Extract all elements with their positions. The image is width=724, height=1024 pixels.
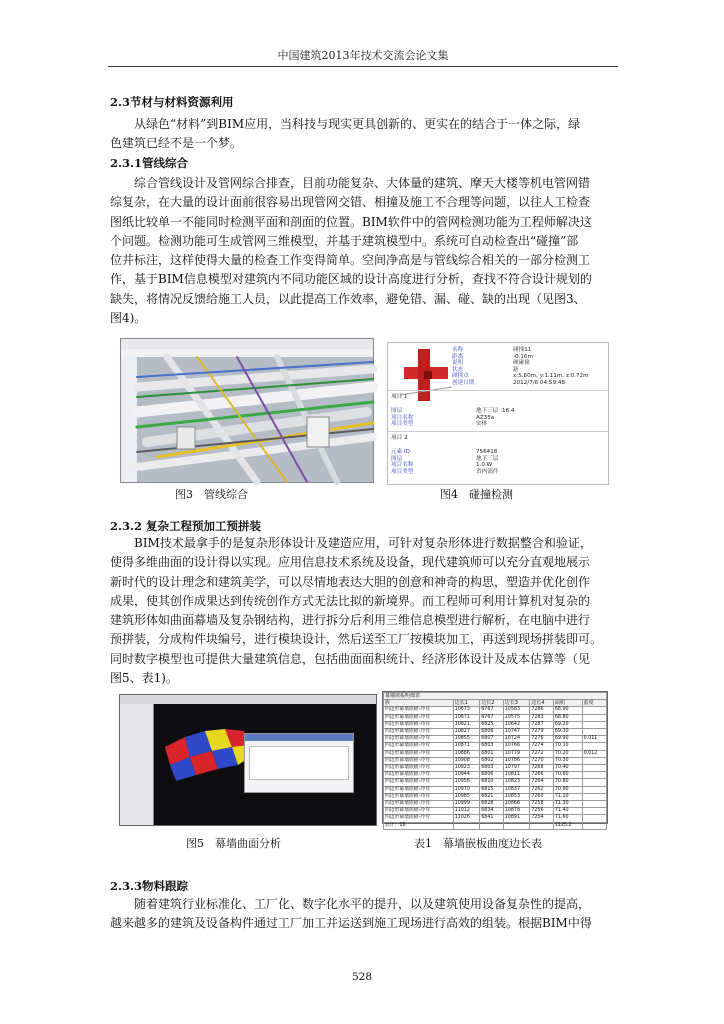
table-cell: 四边形幕墙嵌板-冷弯 [384, 815, 454, 822]
field-value: 实体 [476, 421, 488, 428]
table-cell: 6815 [480, 786, 504, 793]
table-cell: 四边形幕墙嵌板-冷弯 [384, 707, 454, 714]
table-cell: 7279 [530, 729, 554, 736]
table-cell: 7276 [530, 736, 554, 743]
column-header: 面积 [553, 700, 582, 707]
item-1-labels [391, 408, 413, 428]
text-line: 个问题。检测功能可生成管网三维模型，并基于建筑模型中。系统可自动检查出“碰撞”部 [110, 233, 579, 248]
table-cell: 68.80 [553, 714, 582, 721]
table-cell: 6821 [480, 793, 504, 800]
table-cell: 71.40 [553, 808, 582, 815]
column-header: 边长4 [530, 700, 554, 707]
table-row [384, 757, 607, 764]
field-value: 硬碰撞 [513, 360, 530, 367]
table-cell: 10823 [503, 779, 530, 786]
text-line: 同时数字模型也可提供大量建筑信息，包括曲面面积统计、经济形体设计及成本估算等（见 [110, 651, 591, 666]
table-cell: 10671 [453, 714, 480, 721]
table-cell: 10642 [503, 721, 530, 728]
table-row [384, 793, 607, 800]
table-cell [582, 721, 606, 728]
figure-4-collision-detection [387, 342, 609, 485]
field-value: 碰撞11 [513, 347, 532, 353]
table-cell: 11026 [453, 815, 480, 822]
table-cell [582, 714, 606, 721]
table-cell: 71.30 [553, 801, 582, 808]
table-cell: 10985 [453, 793, 480, 800]
table-cell: 7283 [530, 714, 554, 721]
table-cell: 10673 [453, 707, 480, 714]
field-value: 地下三层 :16.4 [476, 408, 515, 414]
table-cell [582, 765, 606, 772]
table-cell: 6802 [480, 757, 504, 764]
table-row [384, 765, 607, 772]
table-cell: 10724 [503, 736, 530, 743]
table-cell: 6825 [480, 721, 504, 728]
field-value: x:5.60m, y:1.11m, z:0.72m [513, 373, 589, 380]
table-row [384, 822, 607, 829]
paragraph-2-3-2 [110, 534, 615, 688]
table-cell [582, 707, 606, 714]
field-label: 项目名称 [391, 462, 414, 469]
table-cell [582, 822, 606, 829]
table-cell: 6767 [480, 707, 504, 714]
table-cell: 71.10 [553, 793, 582, 800]
table-cell: 70.90 [553, 786, 582, 793]
table-cell: 10908 [453, 757, 480, 764]
field-label: 项目类型 [391, 468, 414, 475]
table-cell: 70.40 [553, 765, 582, 772]
table-cell: 6801 [480, 750, 504, 757]
table-cell: 10871 [453, 743, 480, 750]
section-heading-2-3-3: 2.3.3物料跟踪 [110, 879, 189, 893]
table-row [384, 729, 607, 736]
table-cell [582, 808, 606, 815]
figure-5-curtain-wall-analysis [119, 694, 377, 826]
table-cell: 10797 [503, 765, 530, 772]
table-cell: 10878 [503, 808, 530, 815]
field-label: 元素 ID [391, 449, 410, 455]
field-value: AZ35a [476, 414, 495, 421]
table-cell: 7254 [530, 815, 554, 822]
table-cell: 11012 [453, 808, 480, 815]
section-heading-2-3-2: 2.3.2 复杂工程预加工预拼装 [110, 519, 262, 533]
table-cell: 10891 [503, 815, 530, 822]
table-cell: 10999 [453, 801, 480, 808]
table-cell [582, 786, 606, 793]
table-row [384, 772, 607, 779]
figure-3-pipe-integration [120, 338, 374, 483]
table-cell [480, 822, 504, 829]
table-cell: 69.30 [553, 729, 582, 736]
text-line: 综复杂，在大量的设计面前很容易出现管网交错、相撞及施工不合理等问题，以往人工检查 [110, 195, 591, 210]
table-cell: 10786 [503, 757, 530, 764]
table-cell: 10853 [503, 793, 530, 800]
table-cell: 四边形幕墙嵌板-冷弯 [384, 808, 454, 815]
table-cell: 四边形幕墙嵌板-冷弯 [384, 743, 454, 750]
curtain-wall-surface-graphic [160, 717, 250, 787]
field-value: -0.16m [513, 353, 533, 360]
table-cell: 6806 [480, 729, 504, 736]
column-header: 边长2 [480, 700, 504, 707]
table-cell: 70.10 [553, 743, 582, 750]
text-line: 色建筑已经不是一个梦。 [110, 136, 243, 151]
text-line: 图5、表1)。 [110, 671, 178, 686]
collision-field-labels [452, 347, 474, 387]
section-heading-2-3-1: 2.3.1管线综合 [110, 156, 189, 170]
header-rule [108, 66, 618, 67]
column-header: 族 [384, 700, 454, 707]
table-cell: 10956 [453, 779, 480, 786]
figure-5-caption: 图5 幕墙曲面分析 [186, 837, 281, 850]
table-row [384, 707, 607, 714]
table-row [384, 786, 607, 793]
table-cell: 6828 [480, 801, 504, 808]
section-heading-2-3: 2.3节材与材料资源利用 [110, 95, 234, 109]
table-cell: 7258 [530, 801, 554, 808]
table-cell [582, 779, 606, 786]
table-cell [582, 757, 606, 764]
figure-4-caption: 图4 碰撞检测 [440, 488, 513, 501]
table-cell: 6806 [480, 772, 504, 779]
text-line: 图4)。 [110, 311, 147, 326]
text-line: 缺失，将情况反馈给施工人员，以此提高工作效率，避免错、漏、碰、缺的出现（见图3、 [110, 291, 586, 306]
table-row [384, 721, 607, 728]
table-row [384, 750, 607, 757]
table-cell: 10827 [453, 729, 480, 736]
table-cell: 6807 [480, 736, 504, 743]
text-line: 图纸比较单一不能同时检测平面和剖面的位置。BIM软件中的管网检测功能为工程师解决这 [110, 214, 592, 229]
table-cell: 6803 [480, 743, 504, 750]
field-label: 距离 [452, 353, 464, 360]
software-toolbar [120, 695, 376, 704]
text-line: 综合管线设计及管网综合排查，目前功能复杂、大体量的建筑、摩天大楼等机电管网错 [134, 176, 591, 190]
table-cell: 10583 [503, 707, 530, 714]
table-cell: 1125.2 [553, 822, 582, 829]
table-cell: 10855 [453, 736, 480, 743]
table-row [384, 815, 607, 822]
table-cell: 10575 [503, 714, 530, 721]
table-cell: 四边形幕墙嵌板-冷弯 [384, 714, 454, 721]
table-title-row [384, 693, 607, 700]
text-line: 成果，使其创作成果达到传统创作方式无法比拟的新境界。而工程师可利用计算机对复杂的 [110, 593, 591, 608]
table-cell [582, 793, 606, 800]
table-cell [582, 743, 606, 750]
table-cell [582, 815, 606, 822]
field-label: 图层 [391, 408, 403, 414]
table-row [384, 743, 607, 750]
table-cell: 四边形幕墙嵌板-冷弯 [384, 772, 454, 779]
table-cell: 7264 [530, 779, 554, 786]
table-cell: 10747 [503, 729, 530, 736]
paragraph-2-3-1 [110, 174, 615, 328]
text-line: 从绿色“材料”到BIM应用，当科技与现实更具创新的、更实在的结合于一体之际，绿 [134, 117, 581, 131]
paragraph-2-3-3 [110, 895, 615, 934]
field-value: 1.0 W [476, 462, 493, 469]
table-cell: 10866 [503, 801, 530, 808]
column-header: 曲度 [582, 700, 606, 707]
table-row [384, 736, 607, 743]
table-cell: 四边形幕墙嵌板-冷弯 [384, 750, 454, 757]
table-cell: 四边形幕墙嵌板-冷弯 [384, 721, 454, 728]
paragraph-2-3 [110, 115, 615, 154]
table-row [384, 801, 607, 808]
divider [388, 431, 608, 432]
table-cell: 6803 [480, 765, 504, 772]
table-cell: 7266 [530, 772, 554, 779]
field-value: 756418 [476, 449, 498, 455]
table-cell: 6767 [480, 714, 504, 721]
table-cell: 0.012 [582, 750, 606, 757]
text-line: BIM技术最拿手的是复杂形体设计及建造应用，可针对复杂形体进行数据整合和验证， [134, 536, 592, 550]
table-header-row [384, 700, 607, 707]
software-sidebar [121, 357, 138, 482]
table-cell: 7287 [530, 721, 554, 728]
analysis-dialog [244, 733, 354, 793]
field-value: 省内部件 [476, 468, 499, 475]
table-cell: 10923 [453, 765, 480, 772]
table-cell: 0.011 [582, 736, 606, 743]
table-cell: 71.60 [553, 815, 582, 822]
table-cell [582, 772, 606, 779]
table-cell: 7256 [530, 808, 554, 815]
table-cell: 四边形幕墙嵌板-冷弯 [384, 779, 454, 786]
text-line: 越来越多的建筑及设备构件通过工厂加工并运送到施工现场进行高效的组装。根据BIM中得 [110, 916, 592, 931]
text-line: 预拼装，分成构件块编号，进行模块设计，然后送至工厂按模块加工，再送到现场拼装即可。 [110, 632, 603, 647]
item-2-values [476, 449, 498, 475]
field-label: 说明 [452, 360, 464, 367]
table-cell: 70.80 [553, 779, 582, 786]
table-cell: 总计：16 [384, 822, 454, 829]
table-cell: 10886 [453, 750, 480, 757]
running-header: 中国建筑2013年技术交流会论文集 [277, 49, 449, 62]
pipe-model-graphic [137, 357, 373, 482]
table-cell: 69.20 [553, 721, 582, 728]
text-line: 作，基于BIM信息模型对建筑内不同功能区域的设计高度进行分析，查找不符合设计规划的 [110, 272, 592, 287]
table-cell: 6841 [480, 815, 504, 822]
figure-3-caption: 图3 管线综合 [175, 488, 248, 501]
column-header: 边长3 [503, 700, 530, 707]
table-cell: 7270 [530, 757, 554, 764]
page-number: 528 [351, 971, 373, 983]
table-cell: 10811 [503, 772, 530, 779]
divider [388, 390, 608, 391]
collision-field-values [513, 347, 589, 387]
text-line: 位并标注，这样使得大量的检查工作变得简单。空间净高是与管线综合相关的一部分检测工 [110, 253, 591, 268]
table-cell: 6810 [480, 779, 504, 786]
table-1-caption: 表1 幕墙嵌板曲度边长表 [414, 837, 542, 850]
table-row [384, 779, 607, 786]
item-2-labels [391, 449, 413, 475]
item-1-heading: 项目 1 [391, 394, 408, 400]
table-cell: 7272 [530, 750, 554, 757]
table-cell: 7274 [530, 743, 554, 750]
table-cell: 四边形幕墙嵌板-冷弯 [384, 786, 454, 793]
table-cell [582, 729, 606, 736]
table-cell: 10821 [453, 721, 480, 728]
table-cell [453, 822, 480, 829]
table-cell [530, 822, 554, 829]
table-cell [503, 822, 530, 829]
table-body [384, 707, 607, 829]
table-cell: 10944 [453, 772, 480, 779]
table-cell: 70.30 [553, 757, 582, 764]
column-header: 边长1 [453, 700, 480, 707]
text-line: 随着建筑行业标准化、工厂化、数字化水平的提升，以及建筑使用设备复杂性的提高， [134, 897, 591, 911]
item-2-heading: 项目 2 [391, 435, 408, 441]
table-cell: 7262 [530, 786, 554, 793]
table-cell: 10766 [503, 743, 530, 750]
table-cell: 四边形幕墙嵌板-冷弯 [384, 801, 454, 808]
table-cell: 7268 [530, 765, 554, 772]
table-row [384, 714, 607, 721]
table-cell: 10837 [503, 786, 530, 793]
table-cell: 四边形幕墙嵌板-冷弯 [384, 757, 454, 764]
item-1-values [476, 408, 515, 428]
field-label: 名称 [452, 347, 464, 353]
table-cell: 70.20 [553, 750, 582, 757]
pipe-model-view [137, 357, 373, 482]
text-line: 使得多维曲面的设计得以实现。应用信息技术系统及设备，现代建筑师可以充分直观地展示 [110, 555, 591, 570]
table-cell: 7286 [530, 707, 554, 714]
table-cell: 70.60 [553, 772, 582, 779]
panel-schedule-table [383, 692, 607, 830]
table-cell: 四边形幕墙嵌板-冷弯 [384, 736, 454, 743]
table-cell: 四边形幕墙嵌板-冷弯 [384, 793, 454, 800]
table-cell: 6834 [480, 808, 504, 815]
text-line: 新时代的设计理念和建筑美学，可以尽情地表达大胆的创意和神奇的构思，塑造并优化创作 [110, 574, 591, 589]
table-cell: 10970 [453, 786, 480, 793]
table-cell: 7260 [530, 793, 554, 800]
table-title: 幕墙嵌板明细表 [384, 693, 607, 700]
table-cell: 四边形幕墙嵌板-冷弯 [384, 729, 454, 736]
table-cell [582, 801, 606, 808]
field-value: 2012/7/6 04:59:48 [513, 379, 566, 386]
software-sidebar [120, 704, 154, 825]
text-line: 建筑形体如曲面幕墙及复杂钢结构，进行拆分后利用三维信息模型进行解析，在电脑中进行 [110, 613, 591, 628]
field-label: 图层 [391, 455, 403, 462]
field-value: 地下三层 [476, 455, 499, 462]
table-cell: 68.90 [553, 707, 582, 714]
field-value: 新 [513, 366, 519, 373]
table-cell: 四边形幕墙嵌板-冷弯 [384, 765, 454, 772]
field-label: 碰撞点 [452, 373, 469, 380]
field-label: 项目类型 [391, 421, 414, 428]
table-cell: 69.90 [553, 736, 582, 743]
table-row [384, 808, 607, 815]
field-label: 状态 [452, 366, 464, 373]
field-label: 项目名称 [391, 414, 414, 421]
table-cell: 10779 [503, 750, 530, 757]
field-label: 创建日期 [452, 379, 475, 386]
table-1-panel-curvature-image [382, 691, 608, 828]
